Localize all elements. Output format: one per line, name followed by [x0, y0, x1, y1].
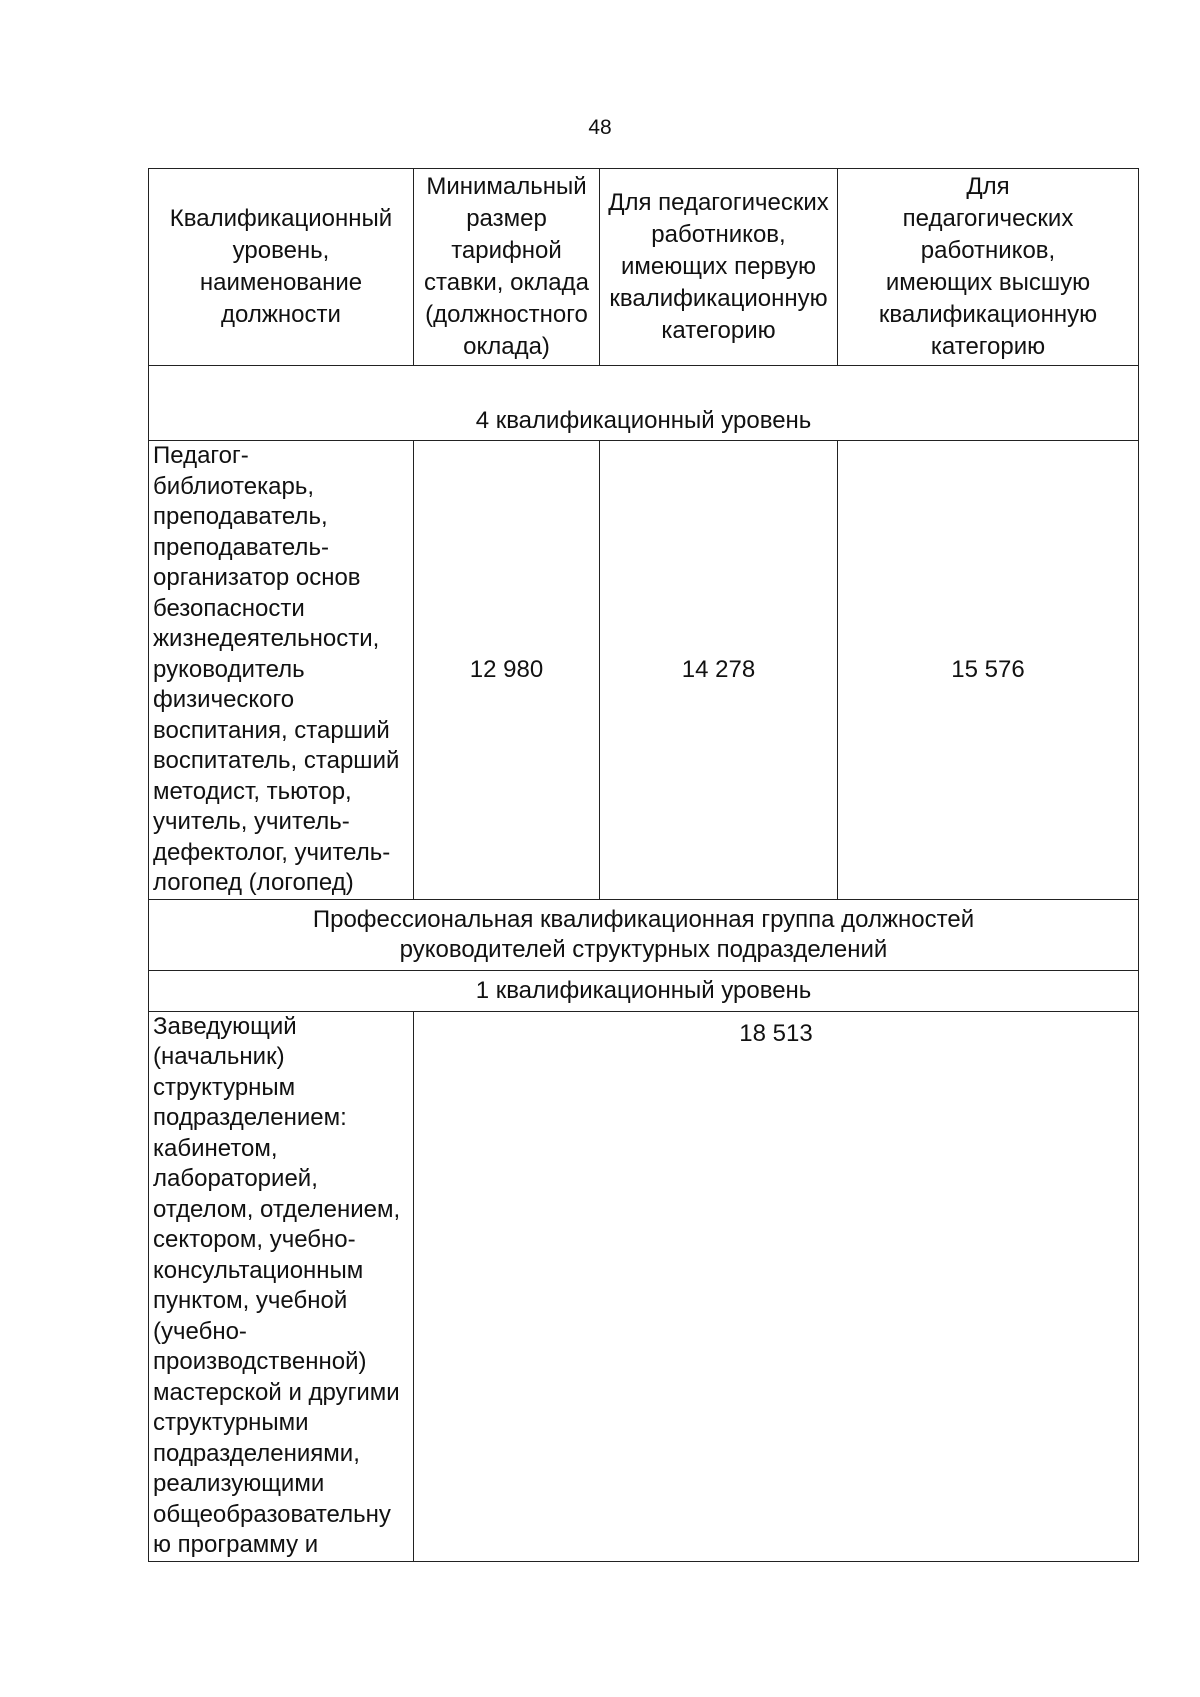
position-names-level-4: Педагог- библиотекарь, преподаватель, преподаватель- организатор основ безопасности жизнедеятельности, руководитель физического воспитания, старший воспитатель, старший методист, тьютор, учитель, учитель- дефектолог, учитель- логопед (логопед): [149, 441, 414, 900]
head-salary-value: 18 513: [414, 1011, 1139, 1561]
page-number: 48: [588, 116, 612, 139]
section-row-group: [149, 899, 1139, 970]
min-salary-value: 12 980: [414, 441, 600, 900]
level-4-title: 4 квалификационный уровень: [149, 366, 1139, 441]
level-1-title: 1 квалификационный уровень: [149, 970, 1139, 1011]
section-row-level-1: [149, 970, 1139, 1011]
salary-table: [148, 168, 1139, 1562]
header-highest-category: Для педагогических работников, имеющих высшую квалификационную категорию: [838, 169, 1139, 366]
table-row: [149, 441, 1139, 900]
highest-category-value: 15 576: [838, 441, 1139, 900]
group-title: Профессиональная квалификационная группа должностей руководителей структурных подразделений: [149, 899, 1139, 970]
table-row: [149, 1011, 1139, 1561]
header-min-salary: Минимальный размер тарифной ставки, оклада (должностного оклада): [414, 169, 600, 366]
position-names-level-1: Заведующий (начальник) структурным подразделением: кабинетом, лабораторией, отделом, отделением, сектором, учебно- консультационным пунктом, учебной (учебно- производственной) мастерской и другими структурными подразделениями, реализующими общеобразовательну ю программу и: [149, 1011, 414, 1561]
header-first-category: Для педагогических работников, имеющих первую квалификационную категорию: [600, 169, 838, 366]
header-position: Квалификационный уровень, наименование должности: [149, 169, 414, 366]
section-row-level-4: [149, 366, 1139, 441]
first-category-value: 14 278: [600, 441, 838, 900]
table-header-row: [149, 169, 1139, 366]
